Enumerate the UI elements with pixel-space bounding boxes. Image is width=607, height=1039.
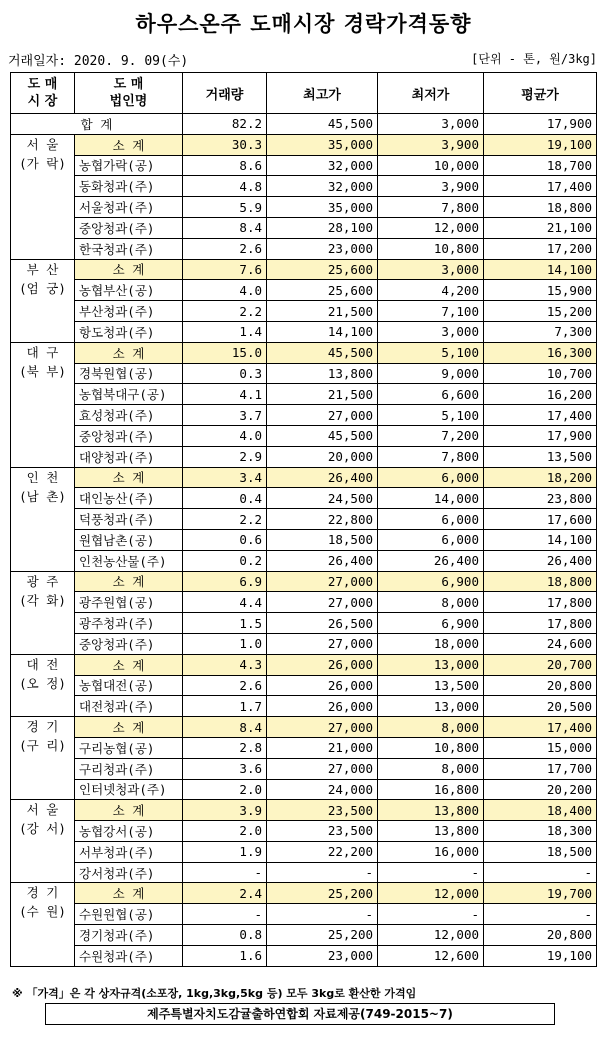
avg-price-cell: 17,600 — [484, 509, 597, 530]
avg-price-cell: 14,100 — [484, 259, 597, 280]
min-price-cell: 10,000 — [378, 155, 484, 176]
volume-cell: 4.8 — [183, 176, 267, 197]
market-name-line: (남 촌) — [19, 488, 66, 504]
volume-cell: 1.0 — [183, 633, 267, 654]
max-price-cell: - — [267, 904, 378, 925]
avg-price-cell: 10,700 — [484, 363, 597, 384]
avg-price-cell: 15,900 — [484, 280, 597, 301]
min-price-cell: 6,000 — [378, 467, 484, 488]
avg-price-cell: - — [484, 862, 597, 883]
avg-price-cell: 14,100 — [484, 529, 597, 550]
min-price-cell: 13,500 — [378, 675, 484, 696]
market-name-line: 서 울 — [26, 802, 59, 818]
max-price-cell: 26,000 — [267, 696, 378, 717]
volume-cell: 2.2 — [183, 301, 267, 322]
subtotal-row — [11, 800, 597, 821]
table-row — [11, 280, 597, 301]
total-min: 3,000 — [378, 114, 484, 135]
volume-cell: 4.4 — [183, 592, 267, 613]
table-row — [11, 633, 597, 654]
avg-price-cell: 16,300 — [484, 342, 597, 363]
header-market-line2: 시 장 — [27, 94, 58, 109]
company-name: 중앙청과(주) — [75, 217, 183, 238]
avg-price-cell: 18,200 — [484, 467, 597, 488]
avg-price-cell: 15,000 — [484, 737, 597, 758]
min-price-cell: 7,800 — [378, 197, 484, 218]
max-price-cell: 21,500 — [267, 384, 378, 405]
market-name-line: 대 구 — [26, 344, 59, 360]
min-price-cell: 12,000 — [378, 217, 484, 238]
table-row — [11, 945, 597, 966]
min-price-cell: 4,200 — [378, 280, 484, 301]
max-price-cell: 13,800 — [267, 363, 378, 384]
header-market-line1: 도 매 — [27, 77, 58, 92]
table-row — [11, 488, 597, 509]
company-name: 덕풍청과(주) — [75, 509, 183, 530]
min-price-cell: 8,000 — [378, 758, 484, 779]
max-price-cell: 23,000 — [267, 945, 378, 966]
table-row — [11, 779, 597, 800]
min-price-cell: 3,000 — [378, 321, 484, 342]
min-price-cell: 7,100 — [378, 301, 484, 322]
table-row — [11, 155, 597, 176]
min-price-cell: 13,000 — [378, 654, 484, 675]
market-name-line: (엄 궁) — [19, 280, 66, 296]
avg-price-cell: 17,800 — [484, 592, 597, 613]
company-name: 소 계 — [75, 883, 183, 904]
volume-cell: 1.9 — [183, 841, 267, 862]
max-price-cell: 26,400 — [267, 467, 378, 488]
header-avg: 평균가 — [484, 73, 597, 114]
company-name: 인터넷청과(주) — [75, 779, 183, 800]
avg-price-cell: 19,700 — [484, 883, 597, 904]
company-name: 소 계 — [75, 467, 183, 488]
company-name: 소 계 — [75, 342, 183, 363]
volume-cell: 0.4 — [183, 488, 267, 509]
max-price-cell: 23,500 — [267, 800, 378, 821]
table-body — [11, 114, 597, 967]
max-price-cell: 45,500 — [267, 425, 378, 446]
company-name: 소 계 — [75, 654, 183, 675]
volume-cell: 3.6 — [183, 758, 267, 779]
avg-price-cell: 18,700 — [484, 155, 597, 176]
max-price-cell: 22,800 — [267, 509, 378, 530]
table-row — [11, 363, 597, 384]
table-row — [11, 446, 597, 467]
min-price-cell: 6,900 — [378, 613, 484, 634]
min-price-cell: 6,000 — [378, 529, 484, 550]
volume-cell: 2.9 — [183, 446, 267, 467]
volume-cell: 2.6 — [183, 238, 267, 259]
market-name — [11, 134, 75, 259]
min-price-cell: 26,400 — [378, 550, 484, 571]
market-name-line: 경 기 — [26, 885, 59, 901]
company-name: 수원원협(공) — [75, 904, 183, 925]
max-price-cell: 32,000 — [267, 176, 378, 197]
max-price-cell: 35,000 — [267, 134, 378, 155]
volume-cell: 3.7 — [183, 405, 267, 426]
volume-cell: 6.9 — [183, 571, 267, 592]
header-company-line2: 법인명 — [109, 94, 148, 109]
volume-cell: 2.4 — [183, 883, 267, 904]
total-label: 합 계 — [11, 114, 183, 135]
max-price-cell: 25,200 — [267, 925, 378, 946]
min-price-cell: 5,100 — [378, 405, 484, 426]
company-name: 경북원협(공) — [75, 363, 183, 384]
avg-price-cell: - — [484, 904, 597, 925]
market-name — [11, 800, 75, 883]
market-name-line: 부 산 — [26, 261, 59, 277]
company-name: 서울청과(주) — [75, 197, 183, 218]
min-price-cell: 10,800 — [378, 737, 484, 758]
volume-cell: 4.0 — [183, 280, 267, 301]
company-name: 대전청과(주) — [75, 696, 183, 717]
market-name — [11, 342, 75, 467]
company-name: 인천농산물(주) — [75, 550, 183, 571]
table-row — [11, 904, 597, 925]
company-name: 광주원협(공) — [75, 592, 183, 613]
subtotal-row — [11, 654, 597, 675]
table-row — [11, 197, 597, 218]
avg-price-cell: 18,300 — [484, 821, 597, 842]
min-price-cell: 7,800 — [378, 446, 484, 467]
avg-price-cell: 13,500 — [484, 446, 597, 467]
unit-label: [단위 - 톤, 원/3kg] — [471, 52, 597, 66]
min-price-cell: 3,900 — [378, 134, 484, 155]
avg-price-cell: 17,400 — [484, 176, 597, 197]
max-price-cell: 21,000 — [267, 737, 378, 758]
min-price-cell: 12,000 — [378, 883, 484, 904]
volume-cell: 0.6 — [183, 529, 267, 550]
volume-cell: 30.3 — [183, 134, 267, 155]
header-market — [11, 73, 75, 114]
company-name: 항도청과(주) — [75, 321, 183, 342]
min-price-cell: 6,000 — [378, 509, 484, 530]
min-price-cell: 18,000 — [378, 633, 484, 654]
subtotal-row — [11, 259, 597, 280]
avg-price-cell: 18,400 — [484, 800, 597, 821]
volume-cell: 1.6 — [183, 945, 267, 966]
avg-price-cell: 20,500 — [484, 696, 597, 717]
max-price-cell: 26,000 — [267, 675, 378, 696]
avg-price-cell: 20,800 — [484, 925, 597, 946]
volume-cell: 4.1 — [183, 384, 267, 405]
volume-cell: 8.4 — [183, 717, 267, 738]
volume-cell: 0.8 — [183, 925, 267, 946]
avg-price-cell: 17,400 — [484, 405, 597, 426]
min-price-cell: 14,000 — [378, 488, 484, 509]
total-max: 45,500 — [267, 114, 378, 135]
company-name: 동화청과(주) — [75, 176, 183, 197]
volume-cell: 2.6 — [183, 675, 267, 696]
subtotal-row — [11, 467, 597, 488]
company-name: 대양청과(주) — [75, 446, 183, 467]
company-name: 소 계 — [75, 717, 183, 738]
page-title: 하우스온주 도매시장 경락가격동향 — [135, 12, 472, 36]
max-price-cell: 45,500 — [267, 342, 378, 363]
table-row — [11, 592, 597, 613]
min-price-cell: 13,000 — [378, 696, 484, 717]
table-row — [11, 696, 597, 717]
company-name: 소 계 — [75, 571, 183, 592]
table-row — [11, 238, 597, 259]
avg-price-cell: 21,100 — [484, 217, 597, 238]
total-row — [11, 114, 597, 135]
market-name-line: (오 정) — [19, 675, 66, 691]
subtotal-row — [11, 883, 597, 904]
source-footer: 제주특별자치도감귤출하연합회 자료제공(749-2015~7) — [45, 1003, 555, 1025]
table-row — [11, 321, 597, 342]
subtotal-row — [11, 134, 597, 155]
company-name: 수원청과(주) — [75, 945, 183, 966]
max-price-cell: 26,500 — [267, 613, 378, 634]
max-price-cell: 21,500 — [267, 301, 378, 322]
avg-price-cell: 23,800 — [484, 488, 597, 509]
min-price-cell: 16,000 — [378, 841, 484, 862]
table-row — [11, 758, 597, 779]
table-row — [11, 425, 597, 446]
max-price-cell: 23,500 — [267, 821, 378, 842]
company-name: 소 계 — [75, 259, 183, 280]
market-name-line: 경 기 — [26, 719, 59, 735]
company-name: 원협남촌(공) — [75, 529, 183, 550]
company-name: 구리청과(주) — [75, 758, 183, 779]
max-price-cell: 27,000 — [267, 758, 378, 779]
volume-cell: - — [183, 862, 267, 883]
min-price-cell: 3,000 — [378, 259, 484, 280]
market-name — [11, 259, 75, 342]
company-name: 중앙청과(주) — [75, 425, 183, 446]
min-price-cell: 12,000 — [378, 925, 484, 946]
max-price-cell: 27,000 — [267, 633, 378, 654]
max-price-cell: 35,000 — [267, 197, 378, 218]
market-name — [11, 654, 75, 716]
max-price-cell: 24,500 — [267, 488, 378, 509]
company-name: 농협북대구(공) — [75, 384, 183, 405]
market-name-line: 인 천 — [26, 469, 59, 485]
volume-cell: 0.3 — [183, 363, 267, 384]
max-price-cell: 14,100 — [267, 321, 378, 342]
max-price-cell: 25,200 — [267, 883, 378, 904]
volume-cell: 2.2 — [183, 509, 267, 530]
table-row — [11, 217, 597, 238]
company-name: 대인농산(주) — [75, 488, 183, 509]
market-name-line: (강 서) — [19, 821, 66, 837]
subtotal-row — [11, 571, 597, 592]
avg-price-cell: 18,500 — [484, 841, 597, 862]
volume-cell: 2.0 — [183, 821, 267, 842]
min-price-cell: 13,800 — [378, 821, 484, 842]
table-row — [11, 841, 597, 862]
volume-cell: 4.0 — [183, 425, 267, 446]
volume-cell: 5.9 — [183, 197, 267, 218]
company-name: 강서청과(주) — [75, 862, 183, 883]
table-row — [11, 405, 597, 426]
market-name-line: (구 리) — [19, 738, 66, 754]
market-name-line: (가 락) — [19, 155, 66, 171]
min-price-cell: 12,600 — [378, 945, 484, 966]
company-name: 소 계 — [75, 800, 183, 821]
table-row — [11, 613, 597, 634]
avg-price-cell: 20,700 — [484, 654, 597, 675]
market-name — [11, 571, 75, 654]
company-name: 부산청과(주) — [75, 301, 183, 322]
header-company — [75, 73, 183, 114]
header-company-line1: 도 매 — [113, 77, 144, 92]
avg-price-cell: 7,300 — [484, 321, 597, 342]
trade-date: 거래일자: 2020. 9. 09(수) — [8, 54, 189, 69]
company-name: 경기청과(주) — [75, 925, 183, 946]
max-price-cell: - — [267, 862, 378, 883]
volume-cell: 3.4 — [183, 467, 267, 488]
avg-price-cell: 16,200 — [484, 384, 597, 405]
max-price-cell: 26,400 — [267, 550, 378, 571]
avg-price-cell: 26,400 — [484, 550, 597, 571]
table-row — [11, 675, 597, 696]
min-price-cell: 16,800 — [378, 779, 484, 800]
company-name: 농협대전(공) — [75, 675, 183, 696]
min-price-cell: - — [378, 862, 484, 883]
table-row — [11, 821, 597, 842]
volume-cell: 8.6 — [183, 155, 267, 176]
max-price-cell: 27,000 — [267, 571, 378, 592]
min-price-cell: - — [378, 904, 484, 925]
price-note: ※ 「가격」은 각 상자규격(소포장, 1kg,3kg,5kg 등) 모두 3kg로 환산한 가격임 — [12, 987, 417, 1000]
company-name: 농협강서(공) — [75, 821, 183, 842]
subtotal-row — [11, 342, 597, 363]
volume-cell: 0.2 — [183, 550, 267, 571]
max-price-cell: 27,000 — [267, 592, 378, 613]
table-row — [11, 862, 597, 883]
max-price-cell: 25,600 — [267, 259, 378, 280]
min-price-cell: 7,200 — [378, 425, 484, 446]
max-price-cell: 32,000 — [267, 155, 378, 176]
max-price-cell: 24,000 — [267, 779, 378, 800]
avg-price-cell: 18,800 — [484, 571, 597, 592]
avg-price-cell: 20,800 — [484, 675, 597, 696]
market-name-line: 광 주 — [26, 573, 59, 589]
price-table — [10, 72, 597, 967]
avg-price-cell: 20,200 — [484, 779, 597, 800]
market-name — [11, 717, 75, 800]
company-name: 농협가락(공) — [75, 155, 183, 176]
max-price-cell: 20,000 — [267, 446, 378, 467]
max-price-cell: 25,600 — [267, 280, 378, 301]
avg-price-cell: 17,800 — [484, 613, 597, 634]
avg-price-cell: 17,400 — [484, 717, 597, 738]
market-name-line: 대 전 — [26, 656, 59, 672]
volume-cell: 1.4 — [183, 321, 267, 342]
table-row — [11, 550, 597, 571]
company-name: 구리농협(공) — [75, 737, 183, 758]
avg-price-cell: 18,800 — [484, 197, 597, 218]
market-name — [11, 467, 75, 571]
avg-price-cell: 17,700 — [484, 758, 597, 779]
header-volume: 거래량 — [183, 73, 267, 114]
max-price-cell: 27,000 — [267, 405, 378, 426]
volume-cell: 8.4 — [183, 217, 267, 238]
avg-price-cell: 19,100 — [484, 945, 597, 966]
table-row — [11, 384, 597, 405]
company-name: 농협부산(공) — [75, 280, 183, 301]
table-row — [11, 737, 597, 758]
avg-price-cell: 17,200 — [484, 238, 597, 259]
avg-price-cell: 19,100 — [484, 134, 597, 155]
table-row — [11, 176, 597, 197]
table-row — [11, 301, 597, 322]
company-name: 소 계 — [75, 134, 183, 155]
min-price-cell: 8,000 — [378, 717, 484, 738]
market-name-line: (북 부) — [19, 363, 66, 379]
max-price-cell: 22,200 — [267, 841, 378, 862]
min-price-cell: 13,800 — [378, 800, 484, 821]
company-name: 중앙청과(주) — [75, 633, 183, 654]
company-name: 서부청과(주) — [75, 841, 183, 862]
table-row — [11, 529, 597, 550]
market-name-line: 서 울 — [26, 136, 59, 152]
volume-cell: 1.7 — [183, 696, 267, 717]
min-price-cell: 10,800 — [378, 238, 484, 259]
market-name-line: (각 화) — [19, 592, 66, 608]
max-price-cell: 18,500 — [267, 529, 378, 550]
table-header-row — [11, 73, 597, 114]
max-price-cell: 23,000 — [267, 238, 378, 259]
header-min: 최저가 — [378, 73, 484, 114]
avg-price-cell: 17,900 — [484, 425, 597, 446]
table-row — [11, 925, 597, 946]
market-name-line: (수 원) — [19, 904, 66, 920]
volume-cell: 7.6 — [183, 259, 267, 280]
volume-cell: 1.5 — [183, 613, 267, 634]
company-name: 광주청과(주) — [75, 613, 183, 634]
volume-cell: 2.8 — [183, 737, 267, 758]
min-price-cell: 6,600 — [378, 384, 484, 405]
total-avg: 17,900 — [484, 114, 597, 135]
company-name: 효성청과(주) — [75, 405, 183, 426]
avg-price-cell: 15,200 — [484, 301, 597, 322]
min-price-cell: 9,000 — [378, 363, 484, 384]
volume-cell: - — [183, 904, 267, 925]
total-volume: 82.2 — [183, 114, 267, 135]
min-price-cell: 8,000 — [378, 592, 484, 613]
subtotal-row — [11, 717, 597, 738]
market-name — [11, 883, 75, 966]
volume-cell: 2.0 — [183, 779, 267, 800]
volume-cell: 4.3 — [183, 654, 267, 675]
header-max: 최고가 — [267, 73, 378, 114]
min-price-cell: 3,900 — [378, 176, 484, 197]
max-price-cell: 28,100 — [267, 217, 378, 238]
table-row — [11, 509, 597, 530]
company-name: 한국청과(주) — [75, 238, 183, 259]
avg-price-cell: 24,600 — [484, 633, 597, 654]
volume-cell: 3.9 — [183, 800, 267, 821]
volume-cell: 15.0 — [183, 342, 267, 363]
max-price-cell: 27,000 — [267, 717, 378, 738]
min-price-cell: 6,900 — [378, 571, 484, 592]
max-price-cell: 26,000 — [267, 654, 378, 675]
min-price-cell: 5,100 — [378, 342, 484, 363]
